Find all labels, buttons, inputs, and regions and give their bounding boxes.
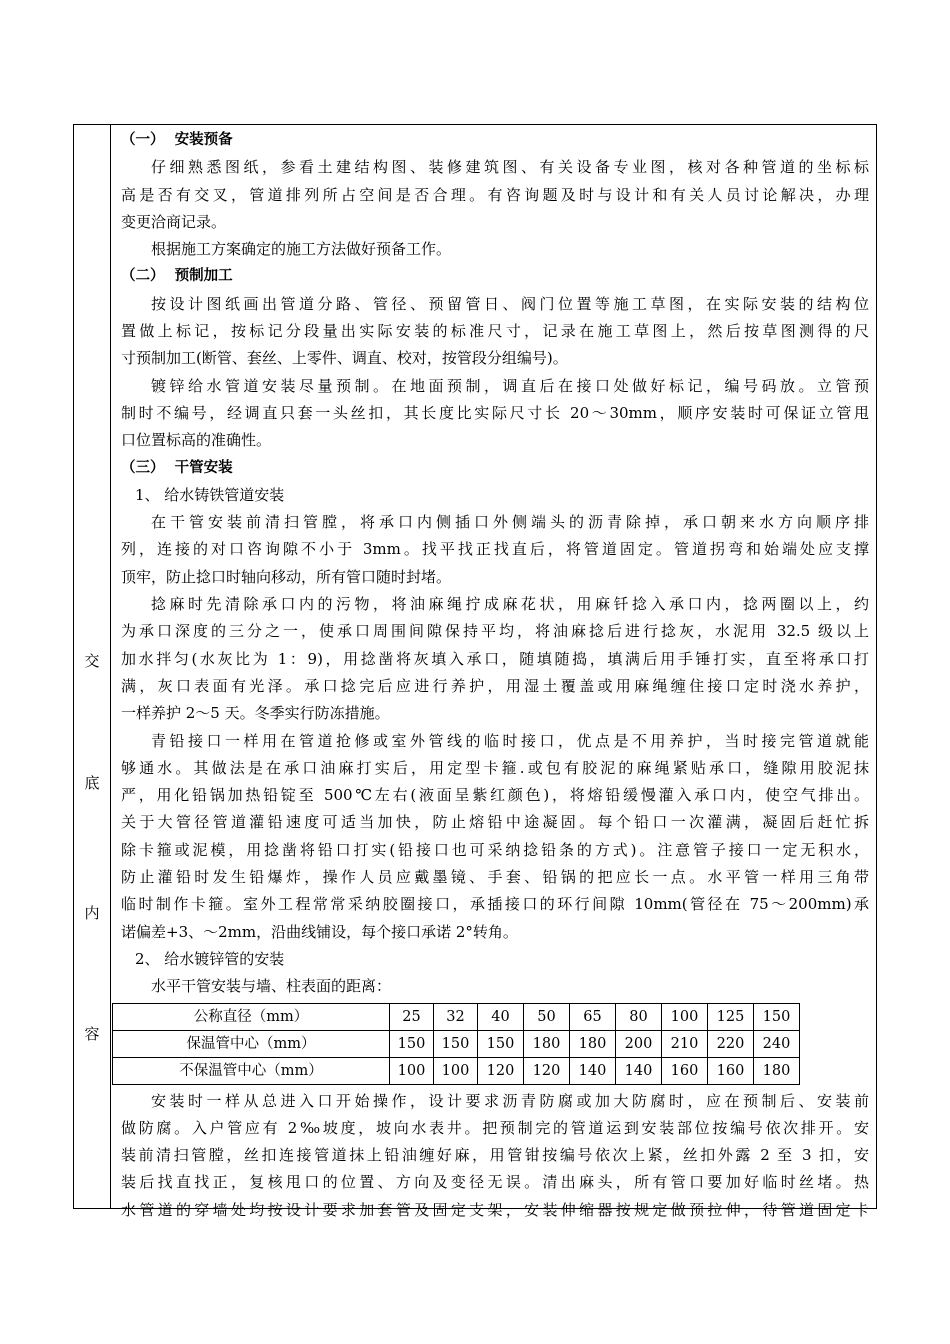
paragraph-line: 捻麻时先清除承口内的污物，将油麻绳拧成麻花状，用麻钎捻入承口内，捻两圈以上，约 [151, 595, 869, 614]
side-label-column [74, 125, 111, 1208]
paragraph-line: 在干管安装前清扫管膛，将承口内侧插口外侧端头的沥青除掉，承口朝来水方向顺序排 [151, 513, 869, 532]
paragraph-line: 按设计图纸画出管道分路、管径、预留管日、阀门位置等施工草图，在实际安装的结构位 [151, 294, 869, 313]
paragraph-line: 镀锌给水管道安装尽量预制。在地面预制，调直后在接口处做好标记，编号码放。立管预 [151, 376, 869, 395]
content-area [121, 127, 869, 1224]
table-cell: 150 [434, 1030, 478, 1057]
table-intro: 水平干管安装与墙、柱表面的距离： [151, 977, 392, 996]
table-cell: 40 [478, 1003, 524, 1030]
subsection-heading: 1、 给水铸铁管道安装 [135, 485, 285, 504]
side-label-char: 交 [84, 652, 100, 670]
paragraph-line: 严，用化铅锅加热铅锭至 500℃左右(液面呈紫红颜色)，将熔铅缓慢灌入承口内，使空气排出。 [121, 786, 869, 805]
row-header: 保温管中心（mm） [113, 1030, 390, 1057]
table-cell: 210 [662, 1030, 708, 1057]
table-row [113, 1030, 800, 1057]
side-label-char: 底 [84, 774, 100, 792]
paragraph-line: 仔细熟悉图纸，参看土建结构图、装修建筑图、有关设备专业图，核对各种管道的坐标标 [151, 158, 869, 177]
table-cell: 100 [662, 1003, 708, 1030]
table-cell: 160 [662, 1057, 708, 1084]
paragraph-line: 顶牢，防止捻口时轴向移动，所有管口随时封堵。 [121, 567, 452, 586]
paragraph-line: 除卡箍或泥模，用捻凿将铅口打实(铅接口也可采纳捻铅条的方式)。注意管子接口一定无积水， [121, 840, 869, 859]
paragraph-line: 够通水。其做法是在承口油麻打实后，用定型卡箍.或包有胶泥的麻绳紧贴承口，缝隙用胶泥抹 [121, 758, 869, 777]
paragraph-line: 制时不编号，经调直只套一头丝扣，其长度比实际尺寸长 20～30mm，顺序安装时可保证立管甩 [121, 403, 869, 422]
paragraph-line: 为承口深度的三分之一，使承口周围间隙保持平均，将油麻捻后进行捻灰，水泥用 32.5 级以上 [121, 622, 869, 641]
section-heading: （二） 预制加工 [121, 268, 233, 285]
side-label-char: 内 [84, 904, 100, 922]
paragraph-line: 青铅接口一样用在管道抢修或室外管线的临时接口，优点是不用养护，当时接完管道就能 [151, 731, 869, 750]
document-frame [73, 124, 877, 1219]
paragraph-line: 变更洽商记录。 [121, 212, 227, 231]
paragraph-line: 装前清扫管膛，丝扣连接管道抹上铅油缠好麻，用管钳按编号依次上紧，丝扣外露 2 至 3 扣，安 [121, 1146, 869, 1165]
paragraph-line: 防止灌铅时发生铅爆炸，操作人员应戴墨镜、手套、铅锅的把应长一点。水平管一样用三角带 [121, 868, 869, 887]
paragraph-line: 根据施工方案确定的施工方法做好预备工作。 [151, 240, 452, 259]
table-cell: 65 [570, 1003, 616, 1030]
paragraph-line: 置做上标记，按标记分段量出实际安装的标准尺寸，记录在施工草图上，然后按草图测得的尺 [121, 322, 869, 341]
paragraph-line: 装后找直找正，复核甩口的位置、方向及变径无误。清出麻头，所有管口要加好临时丝堵。热 [121, 1173, 869, 1192]
table-cell: 160 [708, 1057, 754, 1084]
paragraph-line: 口位置标高的准确性。 [121, 431, 272, 450]
paragraph-line: 做防腐。入户管应有 2‰坡度，坡向水表井。把预制完的管道运到安装部位按编号依次排开。安 [121, 1118, 869, 1137]
table-cell: 100 [434, 1057, 478, 1084]
table-cell: 150 [754, 1003, 800, 1030]
side-label-char: 容 [84, 1025, 100, 1043]
table-cell: 220 [708, 1030, 754, 1057]
subsection-heading: 2、 给水镀锌管的安装 [135, 949, 285, 968]
paragraph-line: 安装时一样从总进入口开始操作，设计要求沥青防腐或加大防腐时，应在预制后、安装前 [151, 1091, 869, 1110]
table-cell: 50 [524, 1003, 570, 1030]
table-cell: 150 [390, 1030, 434, 1057]
paragraph-line: 临时制作卡箍。室外工程常常采纳胶圈接口，承插接口的环行间隙 10mm(管径在 75～200mm)承 [121, 895, 869, 914]
table-cell: 120 [524, 1057, 570, 1084]
table-cell: 100 [390, 1057, 434, 1084]
paragraph-line: 加水拌匀(水灰比为 1：9)，用捻凿将灰填入承口，随填随捣，填满后用手锤打实，直至将承口打 [121, 649, 869, 668]
table-cell: 25 [390, 1003, 434, 1030]
table-cell: 150 [478, 1030, 524, 1057]
table-cell: 125 [708, 1003, 754, 1030]
paragraph-line: 水管道的穿墙处均按设计要求加套管及固定支架，安装伸缩器按规定做预拉伸，待管道固定卡 [121, 1200, 869, 1219]
table-cell: 240 [754, 1030, 800, 1057]
table-cell: 120 [478, 1057, 524, 1084]
paragraph-line: 诺偏差+3、～2mm，沿曲线铺设，每个接口承诺 2°转角。 [121, 922, 518, 941]
row-header: 不保温管中心（mm） [113, 1057, 390, 1084]
table-cell: 180 [570, 1030, 616, 1057]
table-cell: 140 [570, 1057, 616, 1084]
paragraph-line: 列，连接的对口咨询隙不小于 3mm。找平找正找直后，将管道固定。管道拐弯和始端处应支撑 [121, 540, 869, 559]
paragraph-line: 寸预制加工(断管、套丝、上零件、调直、校对，按管段分组编号)。 [121, 349, 568, 368]
table-row [113, 1003, 800, 1030]
table-cell: 180 [524, 1030, 570, 1057]
table-cell: 80 [616, 1003, 662, 1030]
table-cell: 140 [616, 1057, 662, 1084]
section-heading: （一） 安装预备 [121, 132, 233, 148]
paragraph-line: 关于大管径管道灌铅速度可适当加快，防止熔铅中途凝固。每个铅口一次灌满，凝固后赶忙拆 [121, 813, 869, 832]
table-row [113, 1057, 800, 1084]
pipe-distance-table [112, 1003, 800, 1085]
paragraph-line: 高是否有交叉，管道排列所占空间是否合理。有咨询题及时与设计和有关人员讨论解决，办理 [121, 185, 869, 204]
table-cell: 180 [754, 1057, 800, 1084]
paragraph-line: 一样养护 2～5 天。冬季实行防冻措施。 [121, 704, 390, 723]
paragraph-line: 满，灰口表面有光泽。承口捻完后应进行养护，用湿土覆盖或用麻绳缠住接口定时浇水养护， [121, 676, 869, 695]
table-cell: 32 [434, 1003, 478, 1030]
row-header: 公称直径（mm） [113, 1003, 390, 1030]
table-cell: 200 [616, 1030, 662, 1057]
section-heading: （三） 干管安装 [121, 459, 233, 476]
